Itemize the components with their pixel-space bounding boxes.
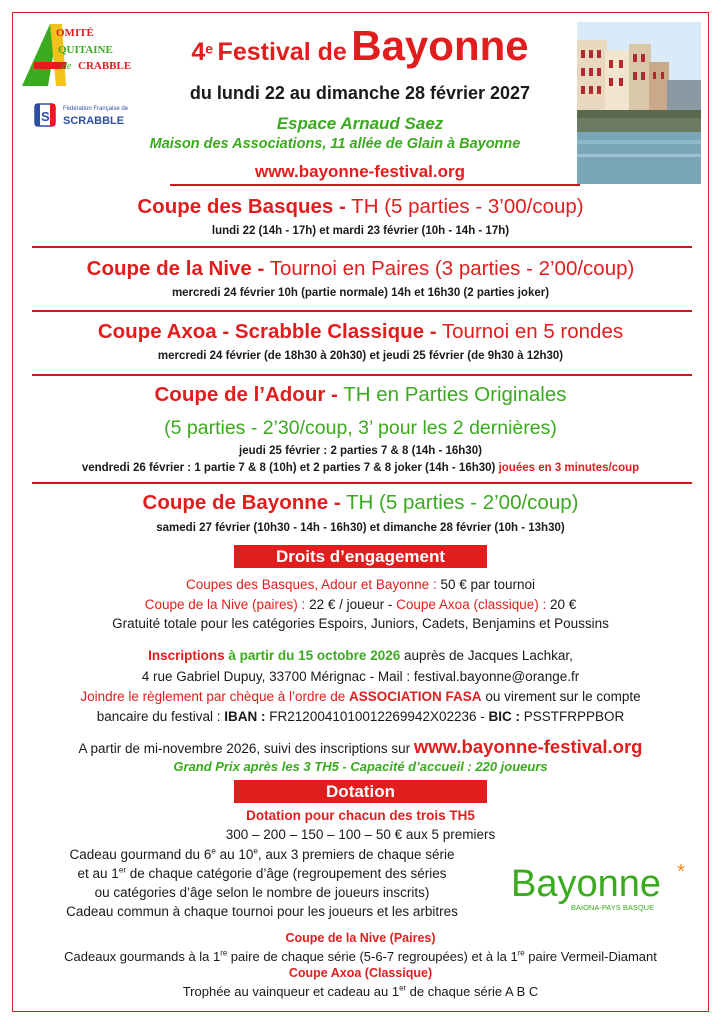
event-desc: TH (5 parties - 2’00/coup)	[346, 491, 579, 514]
fees-axoa-label: Coupe Axoa (classique) :	[396, 597, 547, 612]
ffs-logo	[33, 98, 145, 132]
asterisk-icon: *	[677, 861, 685, 883]
payment-instruction: Joindre le règlement par chèque à l’ordre de	[80, 689, 346, 704]
prize-sup: e	[253, 846, 258, 856]
prizes-line5: Cadeau commun à chaque tournoi pour les joueurs et les arbitres	[66, 904, 458, 919]
nive-prize-title: Coupe de la Nive (Paires)	[285, 931, 436, 945]
prize-text: et au 1	[77, 866, 119, 881]
comite-aquitaine-logo	[20, 20, 145, 90]
divider-4	[32, 482, 692, 484]
event-adour-schedule2	[12, 462, 709, 474]
ffs-logo-graphic	[33, 98, 145, 132]
city-name: Bayonne	[351, 22, 529, 69]
event-nive-title	[12, 257, 709, 281]
fees-nive-value: 22 € / joueur -	[309, 597, 393, 612]
fees-nive-label: Coupe de la Nive (paires) :	[144, 597, 306, 612]
event-name: Coupe des Basques -	[137, 195, 346, 218]
event-name: Coupe Axoa - Scrabble Classique -	[97, 320, 437, 343]
divider-2	[32, 310, 692, 312]
prize-text: Cadeaux gourmands à la 1	[64, 949, 221, 964]
venue-name: Espace Arnaud Saez	[276, 114, 444, 133]
fees-line1	[12, 577, 709, 592]
prize-sup: e	[211, 846, 216, 856]
prize-text: Trophée au vainqueur et cadeau au 1	[182, 984, 400, 999]
prize-text: au 10	[215, 847, 254, 862]
registration-line3	[12, 689, 709, 704]
axoa-prize-text	[12, 984, 709, 999]
payee-name: ASSOCIATION FASA	[349, 689, 482, 704]
bic-value: PSSTFRPPBOR	[523, 709, 625, 724]
event-desc: Tournoi en Paires (3 parties - 2’00/coup)	[269, 257, 635, 280]
fees-line3: Gratuité totale pour les catégories Espoirs, Juniors, Cadets, Benjamins et Poussins	[112, 616, 609, 631]
iban-value: FR2120041010012269942X02236 -	[269, 709, 485, 724]
registration-label: Inscriptions	[148, 648, 225, 663]
event-basques-title	[12, 195, 709, 219]
edition-sup: e	[205, 40, 214, 57]
divider-1	[32, 246, 692, 248]
prizes-heading: Dotation	[234, 780, 487, 803]
bayonne-city-logo	[505, 852, 695, 922]
registration-line1	[12, 648, 709, 663]
comite-line4: CRABBLE	[78, 60, 132, 72]
schedule-text: vendredi 26 février : 1 partie 7 & 8 (10h) et 2 parties 7 & 8 joker (14h - 16h30)	[81, 462, 496, 474]
event-name: Coupe de la Nive -	[86, 257, 265, 280]
event-nive-schedule: mercredi 24 février 10h (partie normale) 14h et 16h30 (2 parties joker)	[171, 287, 550, 299]
prizes-line2	[12, 847, 512, 862]
ffs-name: SCRABBLE	[63, 115, 125, 127]
nive-prize-text	[12, 949, 709, 964]
prizes-subtitle: Dotation pour chacun des trois TH5	[246, 808, 475, 823]
ffs-small-text: Fédération Française de	[63, 106, 129, 112]
prize-sup: re	[220, 948, 228, 958]
tracking-website[interactable]: www.bayonne-festival.org	[413, 736, 643, 757]
prize-text: de chaque catégorie d’âge (regroupement des séries	[126, 866, 447, 881]
registration-contact: auprès de Jacques Lachkar,	[404, 648, 573, 663]
fees-heading: Droits d’engagement	[234, 545, 487, 568]
event-desc: Tournoi en 5 rondes	[441, 320, 624, 343]
event-desc: TH en Parties Originales	[343, 383, 567, 406]
bank-label: bancaire du festival :	[96, 709, 221, 724]
registration-date: à partir du 15 octobre 2026	[228, 648, 401, 663]
fees-axoa-value: 20 €	[550, 597, 577, 612]
website-link[interactable]: www.bayonne-festival.org	[254, 162, 466, 181]
registration-address: 4 rue Gabriel Dupuy, 33700 Mérignac - Mail : festival.bayonne@orange.fr	[141, 669, 580, 684]
event-name: Coupe de Bayonne -	[142, 491, 341, 514]
transfer-text: ou virement sur le compte	[485, 689, 641, 704]
festival-de: Festival de	[217, 38, 347, 66]
registration-tracking	[12, 736, 709, 758]
prize-text: , aux 3 premiers de chaque série	[257, 847, 455, 862]
prize-text: paire de chaque série (5-6-7 regroupées) et à la 1	[227, 949, 518, 964]
event-axoa-title	[12, 320, 709, 344]
event-bayonne-schedule: samedi 27 février (10h30 - 14h - 16h30) et dimanche 28 février (10h - 13h30)	[156, 522, 565, 534]
prize-sup: re	[517, 948, 525, 958]
fees-line1-label: Coupes des Basques, Adour et Bayonne :	[185, 577, 437, 592]
prize-sup: er	[399, 983, 407, 993]
prize-text: paire Vermeil-Diamant	[524, 949, 657, 964]
grand-prix-note: Grand Prix après les 3 TH5 - Capacité d’accueil : 220 joueurs	[173, 759, 548, 774]
festival-title	[145, 22, 575, 70]
comite-line3: de	[62, 61, 72, 72]
event-name: Coupe de l’Adour -	[154, 383, 338, 406]
event-desc: TH (5 parties - 3’00/coup)	[351, 195, 584, 218]
event-bayonne-title	[12, 491, 709, 515]
event-adour-title	[12, 383, 709, 407]
festival-dates: du lundi 22 au dimanche 28 février 2027	[189, 83, 531, 103]
registration-bank	[12, 709, 709, 724]
event-adour-desc2: (5 parties - 2’30/coup, 3’ pour les 2 dernières)	[164, 417, 557, 439]
schedule-note: jouées en 3 minutes/coup	[498, 462, 640, 474]
bic-label: BIC :	[488, 709, 521, 724]
event-axoa-schedule: mercredi 24 février (de 18h30 à 20h30) et jeudi 25 février (de 9h30 à 12h30)	[157, 350, 564, 362]
bayonne-logo-graphic	[505, 852, 695, 922]
iban-label: IBAN :	[224, 709, 266, 724]
comite-line1: OMITÉ	[56, 27, 94, 39]
fees-line1-value: 50 € par tournoi	[440, 577, 536, 592]
comite-line2: QUITAINE	[58, 44, 113, 56]
fees-line2	[12, 597, 709, 612]
venue-address: Maison des Associations, 11 allée de Glain à Bayonne	[149, 136, 521, 152]
header-rule	[170, 184, 580, 186]
prizes-line1: 300 – 200 – 150 – 100 – 50 € aux 5 premiers	[225, 827, 496, 842]
prizes-line3	[12, 866, 512, 881]
prize-text: de chaque série A B C	[406, 984, 539, 999]
divider-3	[32, 374, 692, 376]
bayonne-photo	[577, 22, 701, 184]
axoa-prize-title: Coupe Axoa (Classique)	[288, 966, 433, 980]
ffs-letter: S	[41, 109, 50, 124]
edition-number: 4	[191, 38, 206, 66]
tracking-text: A partir de mi-novembre 2026, suivi des inscriptions sur	[78, 741, 411, 756]
prizes-line4: ou catégories d’âge selon le nombre de joueurs inscrits)	[94, 885, 430, 900]
bayonne-logo-text: Bayonne	[511, 863, 662, 905]
event-adour-schedule: jeudi 25 février : 2 parties 7 & 8 (14h - 16h30)	[239, 445, 482, 457]
event-basques-schedule: lundi 22 (14h - 17h) et mardi 23 février (10h - 14h - 17h)	[211, 225, 510, 237]
bayonne-tagline: BAIONA-PAYS BASQUE	[571, 903, 655, 912]
comite-logo-graphic	[20, 20, 145, 90]
prize-sup: er	[118, 865, 127, 875]
prize-text: Cadeau gourmand du 6	[69, 847, 212, 862]
